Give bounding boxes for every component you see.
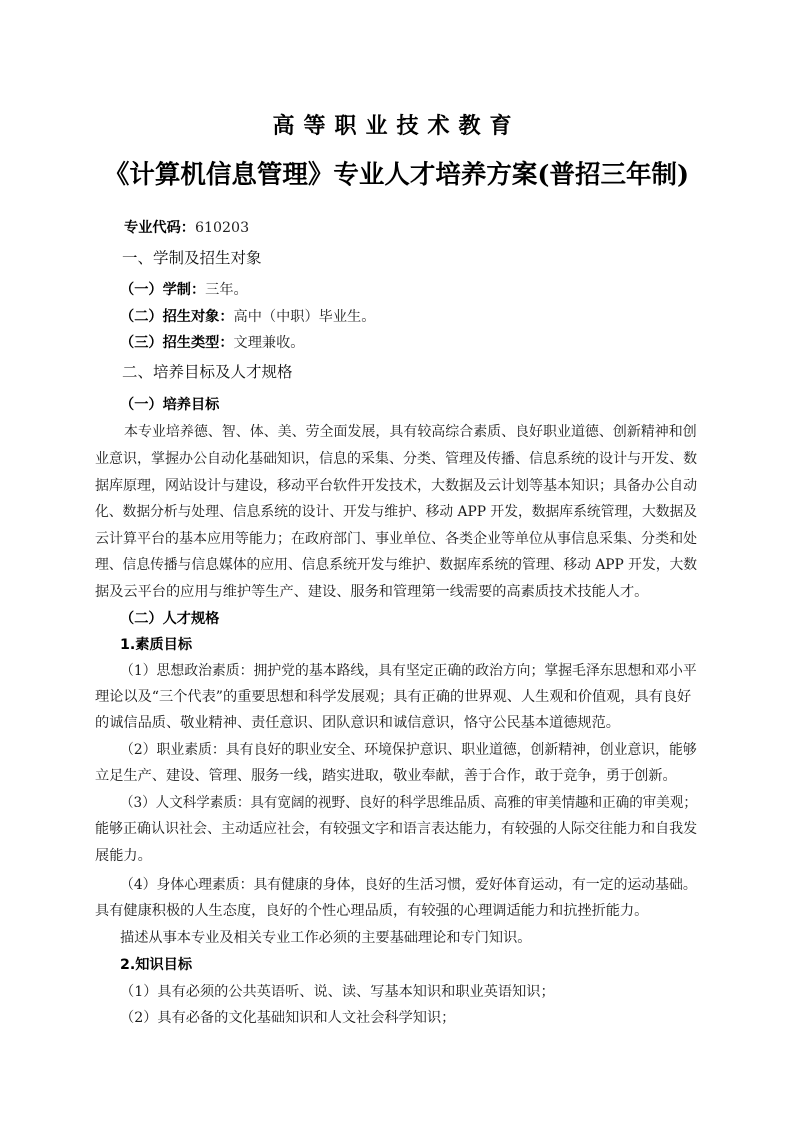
knowledge-item: （2）具有必备的文化基础知识和人文社会科学知识； xyxy=(120,1010,456,1026)
section2-heading: 二、培养目标及人才规格 xyxy=(122,363,293,381)
quality-item-line: 能够正确认识社会、主动适应社会，有较强文字和语言表达能力，有较强的人际交往能力和自我发 xyxy=(95,821,698,837)
knowledge-goal-heading: 2.知识目标 xyxy=(120,957,193,973)
paragraph-line: 云计算平台的基本应用等能力；在政府部门、事业单位、各类企业等单位从事信息采集、分类和处 xyxy=(95,531,698,547)
quality-item-line: （3）人文科学素质：具有宽阔的视野、良好的科学思维品质、高雅的审美情趣和正确的审美观； xyxy=(120,795,697,811)
knowledge-item: （1）具有必须的公共英语听、说、读、写基本知识和职业英语知识； xyxy=(120,984,555,1000)
major-code-value: 610203 xyxy=(194,220,250,236)
document-title-line1: 高等职业技术教育 xyxy=(272,114,521,139)
paragraph-line: 理、信息传播与信息媒体的应用、信息系统开发与维护、数据库系统的管理、移动 APP 开发，大数 xyxy=(95,557,698,573)
major-code xyxy=(124,218,726,238)
subsection-talent-spec-heading: （二）人才规格 xyxy=(120,611,220,627)
quality-item-line: 的诚信品质、敬业精神、责任意识、团队意识和诚信意识，恪守公民基本道德规范。 xyxy=(95,715,620,731)
quality-goal-heading: 1.素质目标 xyxy=(120,637,193,653)
section1-heading: 一、学制及招生对象 xyxy=(122,249,262,267)
paragraph-line: 业意识，掌握办公自动化基础知识，信息的采集、分类、管理及传播、信息系统的设计与开发、数 xyxy=(95,451,698,467)
subsection-training-goal-heading: （一）培养目标 xyxy=(120,397,220,413)
quality-item-line: （2）职业素质：具有良好的职业安全、环境保护意识、职业道德，创新精神，创业意识，能够 xyxy=(120,742,697,758)
quality-item-line: 具有健康积极的人生态度，良好的个性心理品质，有较强的心理调适能力和抗挫折能力。 xyxy=(95,903,649,919)
paragraph-line: 据及云平台的应用与维护等生产、建设、服务和管理第一线需要的高素质技术技能人才。 xyxy=(95,584,649,600)
paragraph-line: 化、数据分析与处理、信息系统的设计、开发与维护、移动 APP 开发，数据库系统管理，大数据及 xyxy=(95,504,698,520)
quality-item-line: （4）身体心理素质：具有健康的身体，良好的生活习惯，爱好体育运动，有一定的运动基础。 xyxy=(120,877,697,893)
quality-summary: 描述从事本专业及相关专业工作必须的主要基础理论和专门知识。 xyxy=(120,930,532,946)
paragraph-line: 本专业培养德、智、体、美、劳全面发展，具有较高综合素质、良好职业道德、创新精神和创 xyxy=(124,424,697,440)
quality-item-line: 立足生产、建设、管理、服务一线，踏实进取，敬业奉献，善于合作，敢于竞争，勇于创新。 xyxy=(95,768,677,784)
quality-item-line: 理论以及“三个代表”的重要思想和科学发展观；具有正确的世界观、人生观和价值观，具有良好 xyxy=(95,689,692,705)
item-value: 三年。 xyxy=(205,282,248,298)
section1-item-3 xyxy=(120,333,722,353)
item-value: 文理兼收。 xyxy=(233,335,305,351)
section1-item-1 xyxy=(120,280,722,300)
document-title-line2: 《计算机信息管理》专业人才培养方案(普招三年制) xyxy=(103,160,690,190)
item-label: （一）学制： xyxy=(120,282,206,298)
item-label: （二）招生对象： xyxy=(120,309,234,325)
paragraph-line: 据库原理，网站设计与建设，移动平台软件开发技术，大数据及云计划等基本知识；具备办公自动 xyxy=(95,478,698,494)
item-value: 高中（中职）毕业生。 xyxy=(233,309,376,325)
quality-item-line: （1）思想政治素质：拥护党的基本路线，具有坚定正确的政治方向；掌握毛泽东思想和邓小平 xyxy=(120,663,697,679)
major-code-label: 专业代码： xyxy=(124,220,195,236)
section1-item-2 xyxy=(120,307,722,327)
quality-item-line: 展能力。 xyxy=(95,848,152,864)
item-label: （三）招生类型： xyxy=(120,335,234,351)
